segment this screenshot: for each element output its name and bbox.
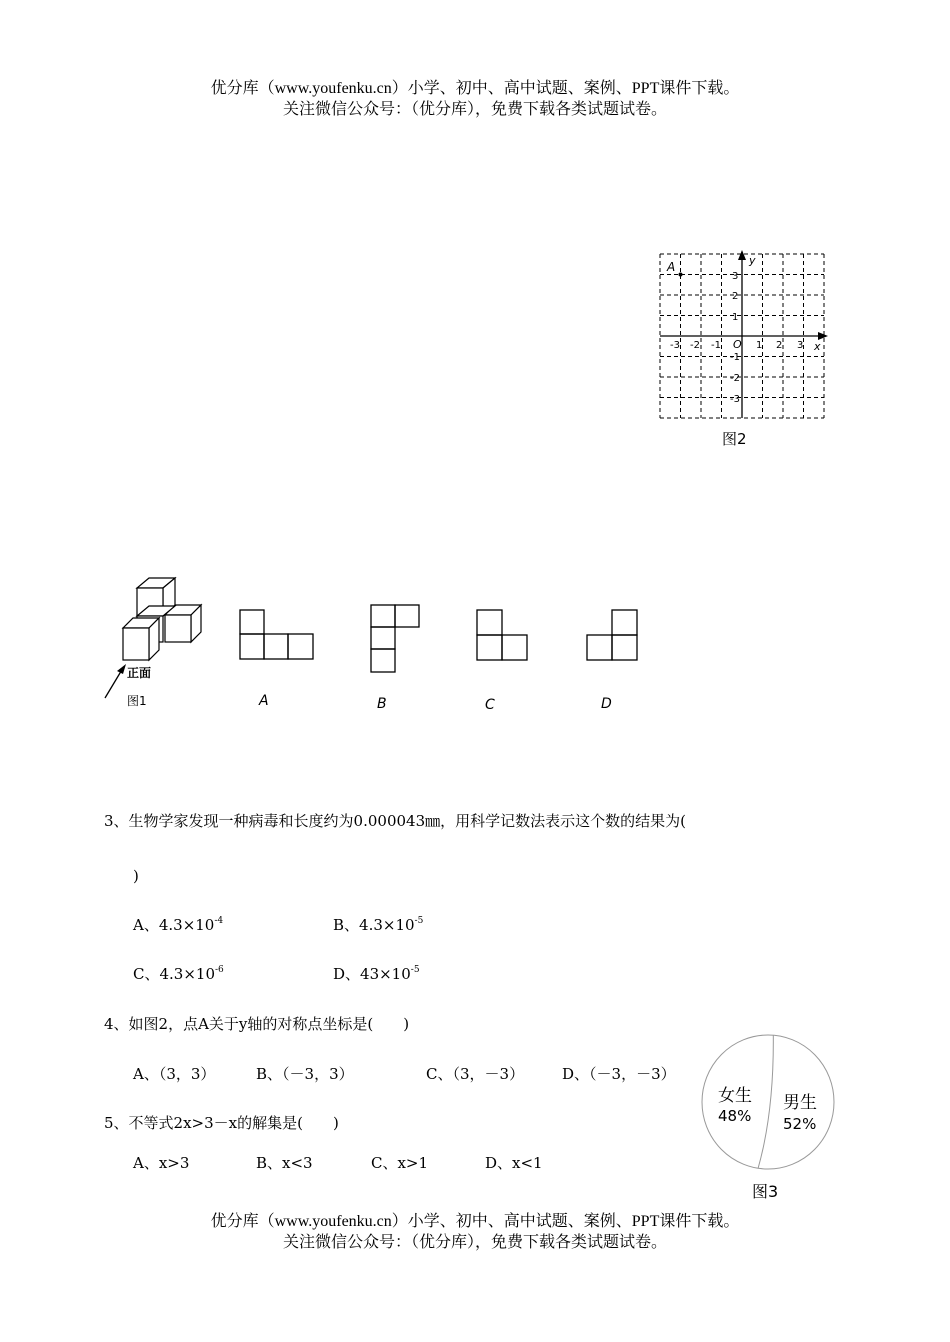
front-label: 正面 [127, 666, 152, 680]
x-axis-label: x [814, 340, 821, 353]
option-c-shape [477, 610, 527, 660]
header-line-1: 优分库（www.youfenku.cn）小学、初中、高中试题、案例、PPT课件下载。 [210, 80, 740, 97]
header-line-2: 关注微信公众号：（优分库），免费下载各类试题试卷。 [282, 101, 667, 118]
y-tick: -3 [730, 394, 740, 405]
question-3-text-cont: ) [133, 867, 139, 885]
question-5-option-a: A、x>3 [133, 1154, 190, 1172]
figure-1-caption: 图1 [127, 694, 147, 708]
figure-3-pie-chart [700, 1032, 840, 1207]
question-3-option-b: B、$4.3\times 10^{-5}$ [333, 916, 424, 934]
pie-divider-line [758, 1035, 773, 1168]
y-tick: 2 [732, 291, 739, 302]
point-a-label: A [667, 260, 676, 274]
option-a-shape [240, 610, 313, 659]
question-5-text: 5、不等式2x>3－x的解集是( ) [104, 1114, 339, 1132]
figure-2-coordinate-grid [650, 248, 835, 453]
question-5-option-c: C、x>1 [371, 1154, 429, 1172]
question-4-option-d: D、（－3，－3） [562, 1065, 676, 1083]
y-tick: 1 [732, 312, 739, 323]
option-d-shape [587, 610, 637, 660]
x-tick: -3 [670, 340, 680, 351]
question-4-text: 4、如图2，点A关于y轴的对称点坐标是( ) [104, 1015, 410, 1033]
option-c-label: C [485, 697, 495, 713]
question-3-option-c: C、$4.3\times 10^{-6}$ [133, 965, 224, 983]
figure-2-caption: 图2 [722, 430, 747, 448]
x-tick: 3 [797, 340, 804, 351]
footer-line-1: 优分库（www.youfenku.cn）小学、初中、高中试题、案例、PPT课件下载。 [210, 1213, 740, 1230]
y-axis-label: y [749, 254, 756, 267]
origin-label: O [733, 338, 742, 351]
question-4-option-c: C、（3，－3） [426, 1065, 525, 1083]
pie-label-male: 男生 [783, 1093, 817, 1113]
question-5-option-b: B、x<3 [256, 1154, 313, 1172]
pie-value-female: 48% [718, 1107, 752, 1125]
y-tick: -1 [730, 352, 740, 363]
figure-3-caption: 图3 [752, 1182, 779, 1201]
y-axis-arrow [738, 250, 746, 260]
x-tick: 2 [776, 340, 783, 351]
footer-line-2: 关注微信公众号：（优分库），免费下载各类试题试卷。 [282, 1234, 667, 1251]
question-4-option-b: B、（－3，3） [256, 1065, 354, 1083]
pie-value-male: 52% [783, 1115, 817, 1133]
y-tick: -2 [730, 373, 740, 384]
x-tick: -2 [690, 340, 700, 351]
point-a [679, 273, 683, 277]
option-a-label: A [259, 693, 269, 709]
front-arrow-head [117, 664, 126, 674]
question-3-option-a: A、$4.3\times 10^{-4}$ [133, 916, 224, 934]
pie-label-female: 女生 [718, 1086, 752, 1106]
question-3-text: 3、生物学家发现一种病毒和长度约为0.000043㎜，用科学记数法表示这个数的结果为( [104, 812, 686, 830]
y-tick: 3 [732, 271, 739, 282]
figure-1-cube-views [95, 570, 655, 720]
question-3-option-d: D、$43\times 10^{-5}$ [333, 965, 420, 983]
option-d-label: D [601, 696, 612, 712]
x-axis-arrow [818, 332, 828, 340]
cube-stack-3d [123, 578, 201, 660]
option-b-shape [371, 605, 419, 672]
x-tick: 1 [756, 340, 763, 351]
question-4-option-a: A、（3，3） [133, 1065, 216, 1083]
option-b-label: B [377, 696, 387, 712]
question-5-option-d: D、x<1 [485, 1154, 543, 1172]
x-tick: -1 [711, 340, 721, 351]
